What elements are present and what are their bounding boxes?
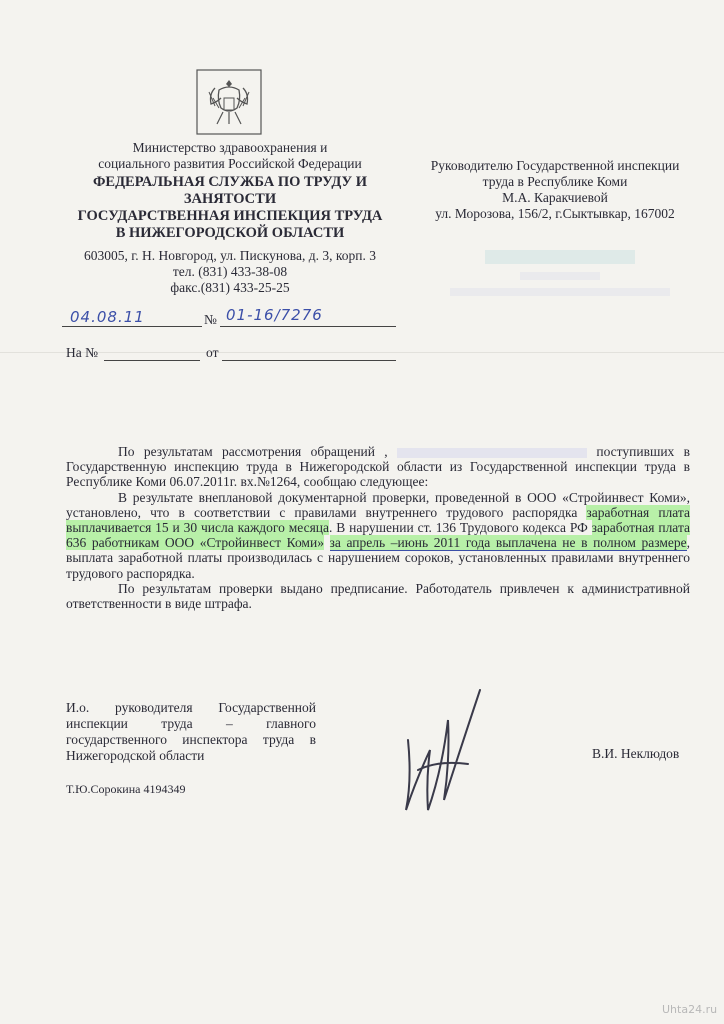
paragraph-2-part-a: В результате внеплановой документарной проверки, проведенной в ООО «Стройинвест Коми», установлено, что в соответствии с правилами внутреннего трудового распорядка xyxy=(66,489,690,520)
coat-of-arms-icon xyxy=(195,68,263,136)
letter-body xyxy=(66,444,690,611)
ministry-line-1: Министерство здравоохранения и xyxy=(132,140,328,155)
service-line-2: ЗАНЯТОСТИ xyxy=(183,191,277,207)
executor-info: Т.Ю.Сорокина 4194349 xyxy=(66,782,186,796)
signatory-name: В.И. Неклюдов xyxy=(592,746,680,761)
service-line-1: ФЕДЕРАЛЬНАЯ СЛУЖБА ПО ТРУДУ И xyxy=(92,174,368,190)
redaction-blur xyxy=(485,250,635,264)
highlight-payment-dates: заработная плата выплачивается 15 и 30 числа каждого месяца xyxy=(66,504,690,536)
signatory-title: И.о. руководителя Государственной инспекции труда – главного государственного инспектора труда в Нижегородской области xyxy=(66,700,316,763)
inspection-line-2: В НИЖЕГОРОДСКОЙ ОБЛАСТИ xyxy=(115,225,345,241)
sender-phone: тел. (831) 433-38-08 xyxy=(172,264,288,279)
recipient-line-1: Руководителю Государственной инспекции xyxy=(430,158,680,173)
paragraph-1-rest: в Государственную инспекцию труда в Нижегородской области из Государственной инспекции труда в Республике Коми 06.07.2011г. вх.№1264, сообщаю следующее: xyxy=(66,444,691,490)
spacer-text xyxy=(324,535,330,550)
recipient-line-3: М.А. Каракчиевой xyxy=(502,190,608,205)
highlight-unpaid-period: за апрель –июнь 2011 года выплачена не в полном размере xyxy=(329,535,687,551)
fold-line xyxy=(0,352,724,353)
sender-fax: факс.(831) 433-25-25 xyxy=(170,280,290,295)
handwritten-signature xyxy=(388,680,508,830)
reference-date-line xyxy=(222,360,396,361)
paragraph-2-part-d: , выплата заработной платы производилась с нарушением сороков, установленных правилами внутреннего трудового распорядка. xyxy=(66,535,690,581)
inspection-line-1: ГОСУДАРСТВЕННАЯ ИНСПЕКЦИЯ ТРУДА xyxy=(77,208,383,224)
redaction-blur xyxy=(450,288,670,296)
registration-number: 01-16/7276 xyxy=(226,306,323,324)
watermark: Uhta24.ru xyxy=(662,1003,718,1016)
paragraph-2-part-b: . В нарушении ст. 136 Трудового кодекса РФ xyxy=(329,520,592,536)
reference-label: На № xyxy=(66,345,98,360)
paragraph-1-tail: поступивших xyxy=(596,444,675,459)
redaction-blur xyxy=(520,272,600,280)
paragraph-3: По результатам проверки выдано предписание. Работодатель привлечен к административной ответственности в виде штрафа. xyxy=(66,580,690,612)
sender-address: 603005, г. Н. Новгород, ул. Пискунова, д. 3, корп. 3 xyxy=(84,248,376,263)
paragraph-1-start: По результатам рассмотрения обращений , xyxy=(118,444,388,459)
reference-from-label: от xyxy=(206,345,219,360)
sender-block xyxy=(60,140,400,296)
paragraph-1 xyxy=(66,444,690,490)
number-underline xyxy=(220,326,396,327)
registration-date: 04.08.11 xyxy=(70,308,145,326)
date-underline xyxy=(62,326,202,327)
faded-stamp-text xyxy=(430,250,690,304)
reference-number-line xyxy=(104,360,200,361)
highlight-workers: заработная плата 636 работникам ООО «Стройинвест Коми» xyxy=(66,520,690,551)
redacted-name xyxy=(397,448,587,458)
paragraph-2 xyxy=(66,490,690,581)
number-sign: № xyxy=(204,312,217,327)
recipient-line-4: ул. Морозова, 156/2, г.Сыктывкар, 167002 xyxy=(435,206,675,221)
recipient-block xyxy=(400,158,710,222)
ministry-line-2: социального развития Российской Федерации xyxy=(98,156,362,171)
recipient-line-2: труда в Республике Коми xyxy=(482,174,628,189)
